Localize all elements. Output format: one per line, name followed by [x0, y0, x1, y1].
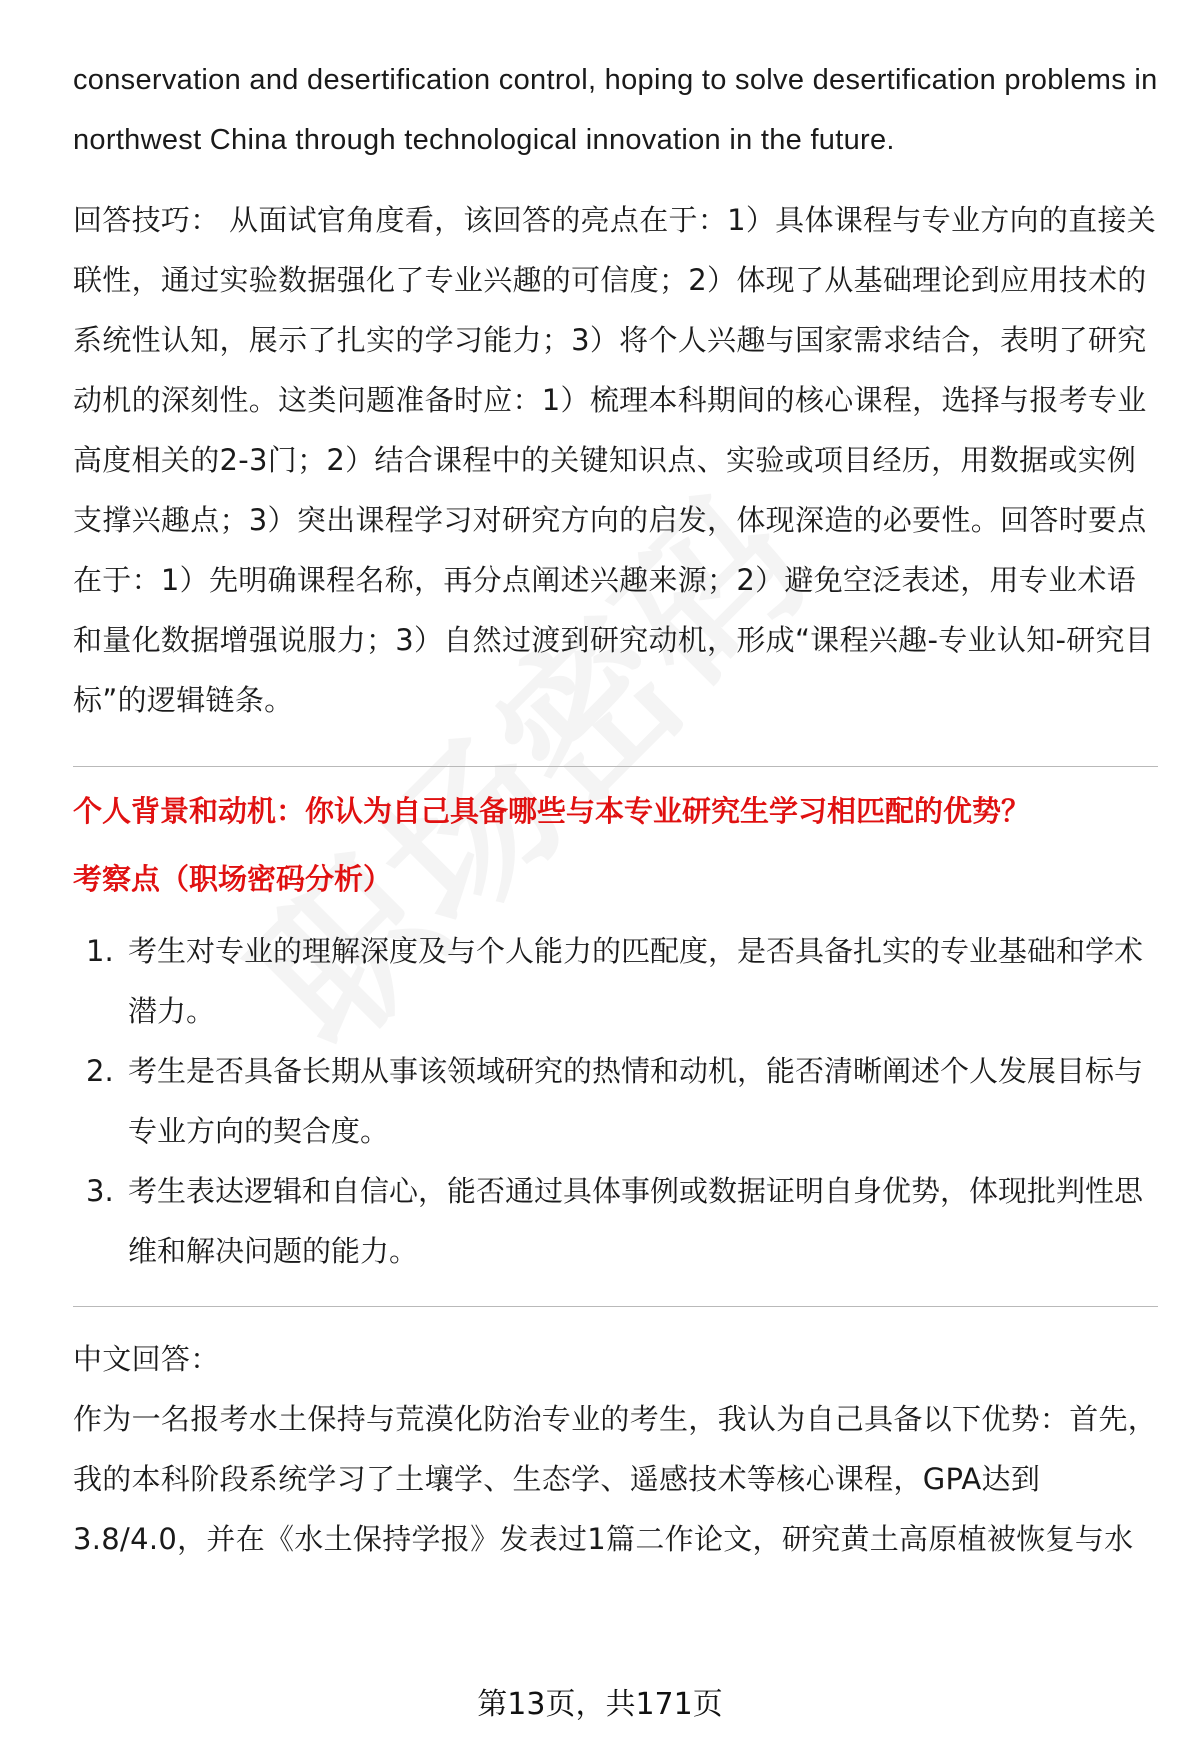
list-item-number: 2. [86, 1054, 114, 1088]
list-item-number: 1. [86, 934, 114, 968]
english-answer-continuation: conservation and desertification control, hoping to solve desertification problems in northwest China through technological innovation in the future. [73, 64, 1158, 156]
list-item [73, 1161, 1158, 1281]
list-item [73, 921, 1158, 1041]
list-item-number: 3. [86, 1174, 114, 1208]
chinese-answer-label: 中文回答： [73, 1342, 220, 1376]
focus-heading: 考察点（职场密码分析） [73, 862, 393, 896]
page-number-footer: 第13页，共171页 [477, 1687, 723, 1722]
list-item-text: 考生对专业的理解深度及与个人能力的匹配度，是否具备扎实的专业基础和学术潜力。 [128, 934, 1144, 1028]
list-item [73, 1041, 1158, 1161]
list-item-text: 考生表达逻辑和自信心，能否通过具体事例或数据证明自身优势，体现批判性思维和解决问题的能力。 [128, 1174, 1144, 1268]
answer-tips-paragraph: 回答技巧： 从面试官角度看，该回答的亮点在于：1）具体课程与专业方向的直接关联性，通过实验数据强化了专业兴趣的可信度；2）体现了从基础理论到应用技术的系统性认知，展示了扎实的学习能力；3）将个人兴趣与国家需求结合，表明了研究动机的深刻性。这类问题准备时应：1）梳理本科期间的核心课程，选择与报考专业高度相关的2-3门；2）结合课程中的关键知识点、实验或项目经历，用数据或实例支撑兴趣点；3）突出课程学习对研究方向的启发，体现深造的必要性。回答时要点在于：1）先明确课程名称，再分点阐述兴趣来源；2）避免空泛表述，用专业术语和量化数据增强说服力；3）自然过渡到研究动机，形成“课程兴趣-专业认知-研究目标”的逻辑链条。 [73, 203, 1157, 717]
question-heading: 个人背景和动机：你认为自己具备哪些与本专业研究生学习相匹配的优势？ [73, 794, 1031, 828]
focus-points-list [73, 921, 1158, 1281]
page-content [73, 50, 1158, 1569]
chinese-answer-paragraph: 作为一名报考水土保持与荒漠化防治专业的考生，我认为自己具备以下优势：首先，我的本科阶段系统学习了土壤学、生态学、遥感技术等核心课程，GPA达到3.8/4.0，并在《水土保持学报》发表过1篇二作论文，研究黄土高原植被恢复与水 [73, 1402, 1158, 1556]
list-item-text: 考生是否具备长期从事该领域研究的热情和动机，能否清晰阐述个人发展目标与专业方向的契合度。 [128, 1054, 1144, 1148]
